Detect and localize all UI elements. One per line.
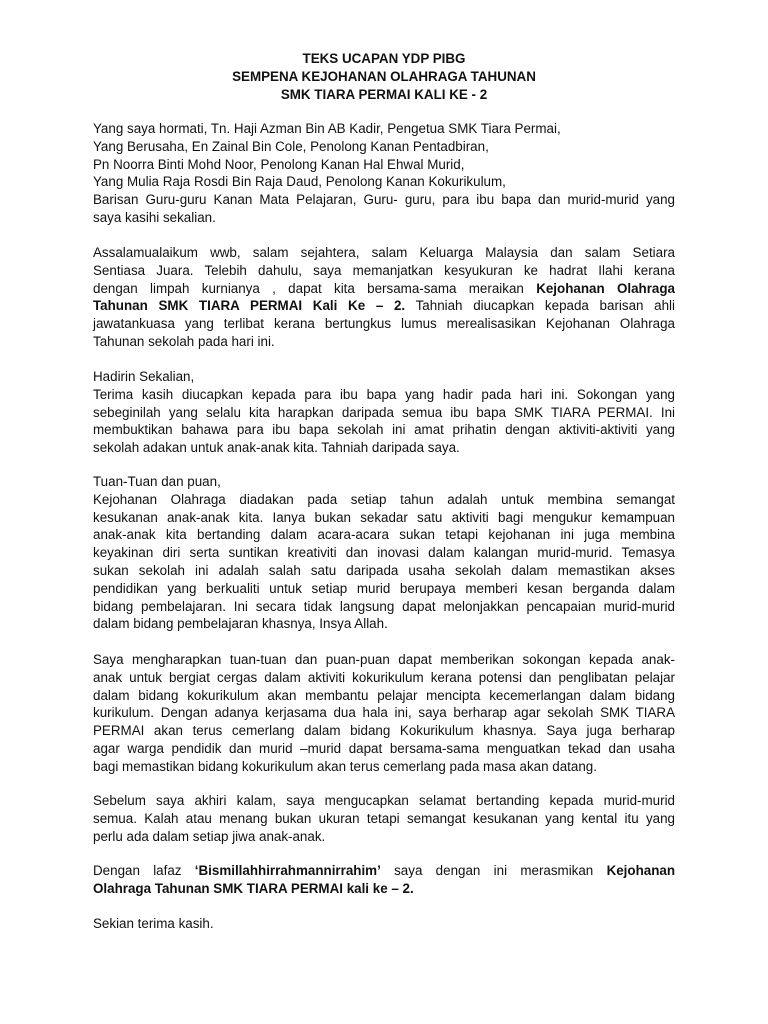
text-line xyxy=(93,297,675,315)
text-line: Saya mengharapkan tuan-tuan dan puan-puan dapat memberikan sokongan kepada anak- xyxy=(93,652,675,667)
bold-text-run: ‘Bismillahhirrahmannirrahim’ xyxy=(194,863,381,878)
text-line: kurikulum. Dengan adanya kerjasama dua hala ini, saya berharap agar sekolah SMK TIARA xyxy=(93,705,675,721)
sports-purpose-paragraph xyxy=(93,473,675,633)
text-line: Olahraga Tahunan SMK TIARA PERMAI kali ke – 2. xyxy=(93,880,414,896)
text-line: Tahunan sekolah pada hari ini. xyxy=(93,333,275,349)
bold-text-run: Kejohanan Olahraga xyxy=(536,280,676,296)
text-line: Kejohanan Olahraga diadakan pada setiap tahun adalah untuk membina semangat xyxy=(93,491,675,507)
text-line: Pn Noorra Binti Mohd Noor, Penolong Kanan Hal Ehwal Murid, xyxy=(93,156,465,172)
text-line: Yang Mulia Raja Rosdi Bin Raja Daud, Penolong Kanan Kokurikulum, xyxy=(93,174,506,190)
text-line xyxy=(93,862,675,880)
bold-text-run: Tahunan SMK TIARA PERMAI Kali Ke – 2. xyxy=(93,298,406,314)
title-line-3: SMK TIARA PERMAI KALI KE - 2 xyxy=(280,86,488,102)
salutation-paragraph xyxy=(93,120,675,227)
text-line: pendidikan yang berkualiti untuk setiap murid berupaya memberi kesan berganda dalam xyxy=(93,580,675,596)
text-line: saya kasihi sekalian. xyxy=(93,209,216,225)
title-line-1: TEKS UCAPAN YDP PIBG xyxy=(302,51,466,66)
text-line: jawatankuasa yang terlibat kerana bertungkus lumus merealisasikan Kejohanan Olahraga xyxy=(93,316,675,332)
greeting-paragraph xyxy=(93,244,675,351)
text-line: PERMAI akan terus cemerlang dalam bidang Kokurikulum khasnya. Saya juga berharap xyxy=(93,723,675,739)
text-line: Tuan-Tuan dan puan, xyxy=(93,474,221,489)
closing-remarks-paragraph xyxy=(93,792,675,845)
text-line: sekolah adakan untuk anak-anak kita. Tahniah daripada saya. xyxy=(93,440,460,456)
text-run: dengan limpah kurnianya , dapat kita bersama-sama meraikan xyxy=(93,280,537,296)
text-line: anak-anak kita bertanding dalam acara-acara sukan tetapi kejohanan ini juga membina xyxy=(93,527,675,543)
text-line: bidang pembelajaran. Ini secara tidak langsung dapat melonjakkan pencapaian murid-murid xyxy=(93,598,675,614)
cocurriculum-paragraph xyxy=(93,651,675,776)
bold-text-run: Kejohanan xyxy=(606,863,676,878)
document-title-block xyxy=(93,50,675,103)
text-line: Terima kasih diucapkan kepada para ibu bapa yang hadir pada hari ini. Sokongan yang xyxy=(93,386,675,402)
text-run: Dengan lafaz xyxy=(93,863,195,878)
text-line: Sebelum saya akhiri kalam, saya mengucapkan selamat bertanding kepada murid-murid xyxy=(93,793,675,808)
text-line: Barisan Guru-guru Kanan Mata Pelajaran, Guru- guru, para ibu bapa dan murid-murid yang xyxy=(93,192,675,208)
text-line: anak untuk bergiat cergas dalam aktiviti kokurikulum kerana potensi dan penglibatan pelajar xyxy=(93,669,675,685)
text-line: agar warga pendidik dan murid –murid dapat bersama-sama menguatkan tekad dan usaha xyxy=(93,740,675,756)
text-line: perlu ada dalam setiap jiwa anak-anak. xyxy=(93,828,326,844)
text-line: semua. Kalah atau menang bukan ukuran tetapi semangat kesukanan yang kental itu yang xyxy=(93,810,675,826)
parents-paragraph xyxy=(93,368,675,457)
text-line: Yang Berusaha, En Zainal Bin Cole, Penolong Kanan Pentadbiran, xyxy=(93,138,489,154)
title-line-2: SEMPENA KEJOHANAN OLAHRAGA TAHUNAN xyxy=(232,68,536,84)
text-line: membuktikan bahawa para ibu bapa sekolah ini amat prihatin dengan aktiviti-aktiviti yang xyxy=(93,422,675,438)
official-opening-paragraph xyxy=(93,862,675,898)
text-line: Sekian terima kasih. xyxy=(93,916,214,931)
text-line: Yang saya hormati, Tn. Haji Azman Bin AB Kadir, Pengetua SMK Tiara Permai, xyxy=(93,121,561,136)
sign-off-paragraph xyxy=(93,915,675,933)
text-line: dalam bidang kokurikulum akan membantu pelajar mencipta kecemerlangan dalam bidang xyxy=(93,687,675,703)
text-run: saya dengan ini merasmikan xyxy=(380,863,607,878)
text-line: dalam bidang pembelajaran khasnya, Insya Allah. xyxy=(93,616,388,632)
text-run: Tahniah diucapkan kepada barisan ahli xyxy=(405,298,675,314)
text-line: Sentiasa Juara. Telebih dahulu, saya memanjatkan kesyukuran ke hadrat Ilahi kerana xyxy=(93,262,675,278)
text-line: Hadirin Sekalian, xyxy=(93,369,195,384)
text-line: Assalamualaikum wwb, salam sejahtera, salam Keluarga Malaysia dan salam Setiara xyxy=(93,245,675,260)
text-line: sebeginilah yang selalu kita harapkan daripada semua ibu bapa SMK TIARA PERMAI. Ini xyxy=(93,404,675,420)
text-line: bagi memastikan bidang kokurikulum akan terus cemerlang pada masa akan datang. xyxy=(93,758,597,774)
text-line xyxy=(93,280,675,298)
text-line: kesukanan anak-anak kita. Ianya bukan sekadar satu aktiviti bagi mengukur kemampuan xyxy=(93,509,675,525)
text-line: sukan sekolah ini adalah salah satu daripada usaha sekolah dalam memastikan akses xyxy=(93,562,675,578)
text-line: keyakinan diri serta suntikan kreativiti dan inovasi dalam kalangan murid-murid. Temasya xyxy=(93,545,675,561)
